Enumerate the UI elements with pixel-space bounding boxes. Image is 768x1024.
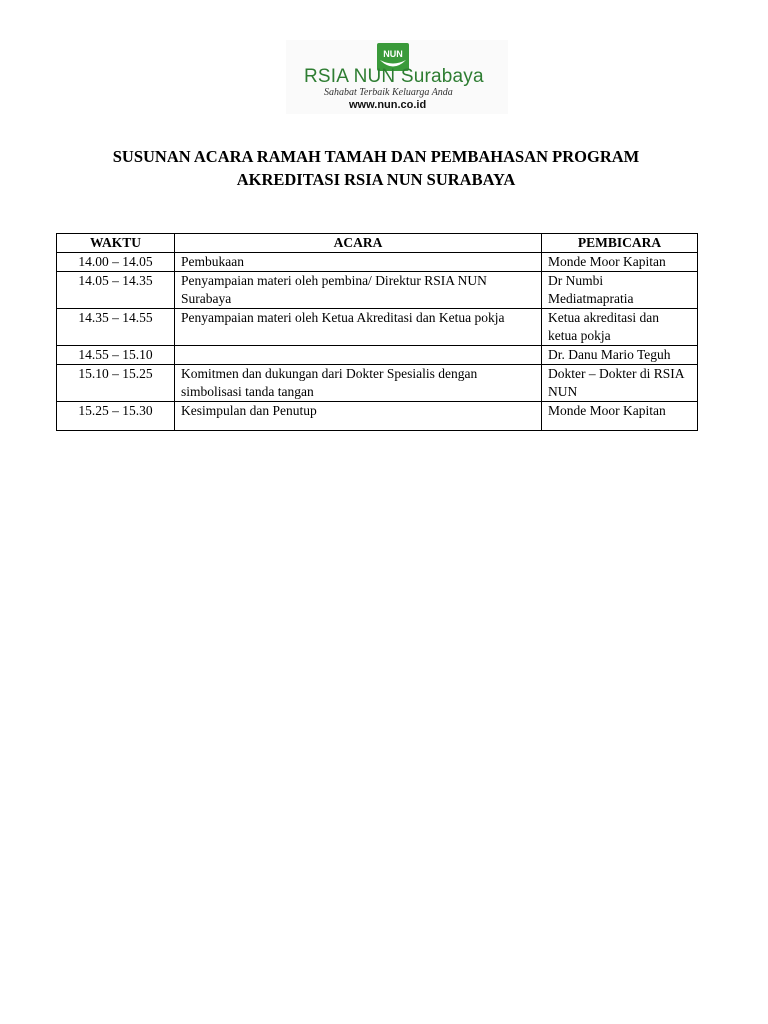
row-speaker: Dokter – Dokter di RSIA NUN (542, 365, 698, 402)
page-title-line-2: AKREDITASI RSIA NUN SURABAYA (236, 170, 516, 189)
row-event (175, 346, 542, 365)
row-time: 14.05 – 14.35 (57, 272, 175, 309)
table-row (57, 402, 698, 431)
row-speaker: Monde Moor Kapitan (542, 253, 698, 272)
table-row (57, 346, 698, 365)
row-speaker: Ketua akreditasi dan ketua pokja (542, 309, 698, 346)
logo-website: www.nun.co.id (349, 99, 427, 111)
row-speaker: Monde Moor Kapitan (542, 402, 698, 431)
row-event: Kesimpulan dan Penutup (175, 402, 542, 431)
row-speaker: Dr. Danu Mario Teguh (542, 346, 698, 365)
row-time: 14.55 – 15.10 (57, 346, 175, 365)
logo-tagline: Sahabat Terbaik Keluarga Anda (324, 87, 453, 98)
header-pembicara: PEMBICARA (542, 234, 698, 253)
logo-mark-text: NUN (383, 49, 403, 59)
row-speaker: Dr Numbi Mediatmapratia (542, 272, 698, 309)
row-event: Penyampaian materi oleh pembina/ Direktur RSIA NUN Surabaya (175, 272, 542, 309)
row-event: Pembukaan (175, 253, 542, 272)
row-time: 15.10 – 15.25 (57, 365, 175, 402)
page-title-line-1: SUSUNAN ACARA RAMAH TAMAH DAN PEMBAHASAN PROGRAM (112, 147, 640, 166)
table-row (57, 272, 698, 309)
row-time: 15.25 – 15.30 (57, 402, 175, 431)
hospital-logo (286, 40, 508, 114)
table-row (57, 365, 698, 402)
row-event: Penyampaian materi oleh Ketua Akreditasi dan Ketua pokja (175, 309, 542, 346)
table-header-row (57, 234, 698, 253)
table-row (57, 309, 698, 346)
table-row (57, 253, 698, 272)
header-waktu: WAKTU (57, 234, 175, 253)
logo-brand-name: RSIA NUN Surabaya (304, 66, 484, 87)
header-acara: ACARA (175, 234, 542, 253)
row-time: 14.35 – 14.55 (57, 309, 175, 346)
row-event: Komitmen dan dukungan dari Dokter Spesialis dengan simbolisasi tanda tangan (175, 365, 542, 402)
row-time: 14.00 – 14.05 (57, 253, 175, 272)
schedule-table (56, 233, 698, 431)
